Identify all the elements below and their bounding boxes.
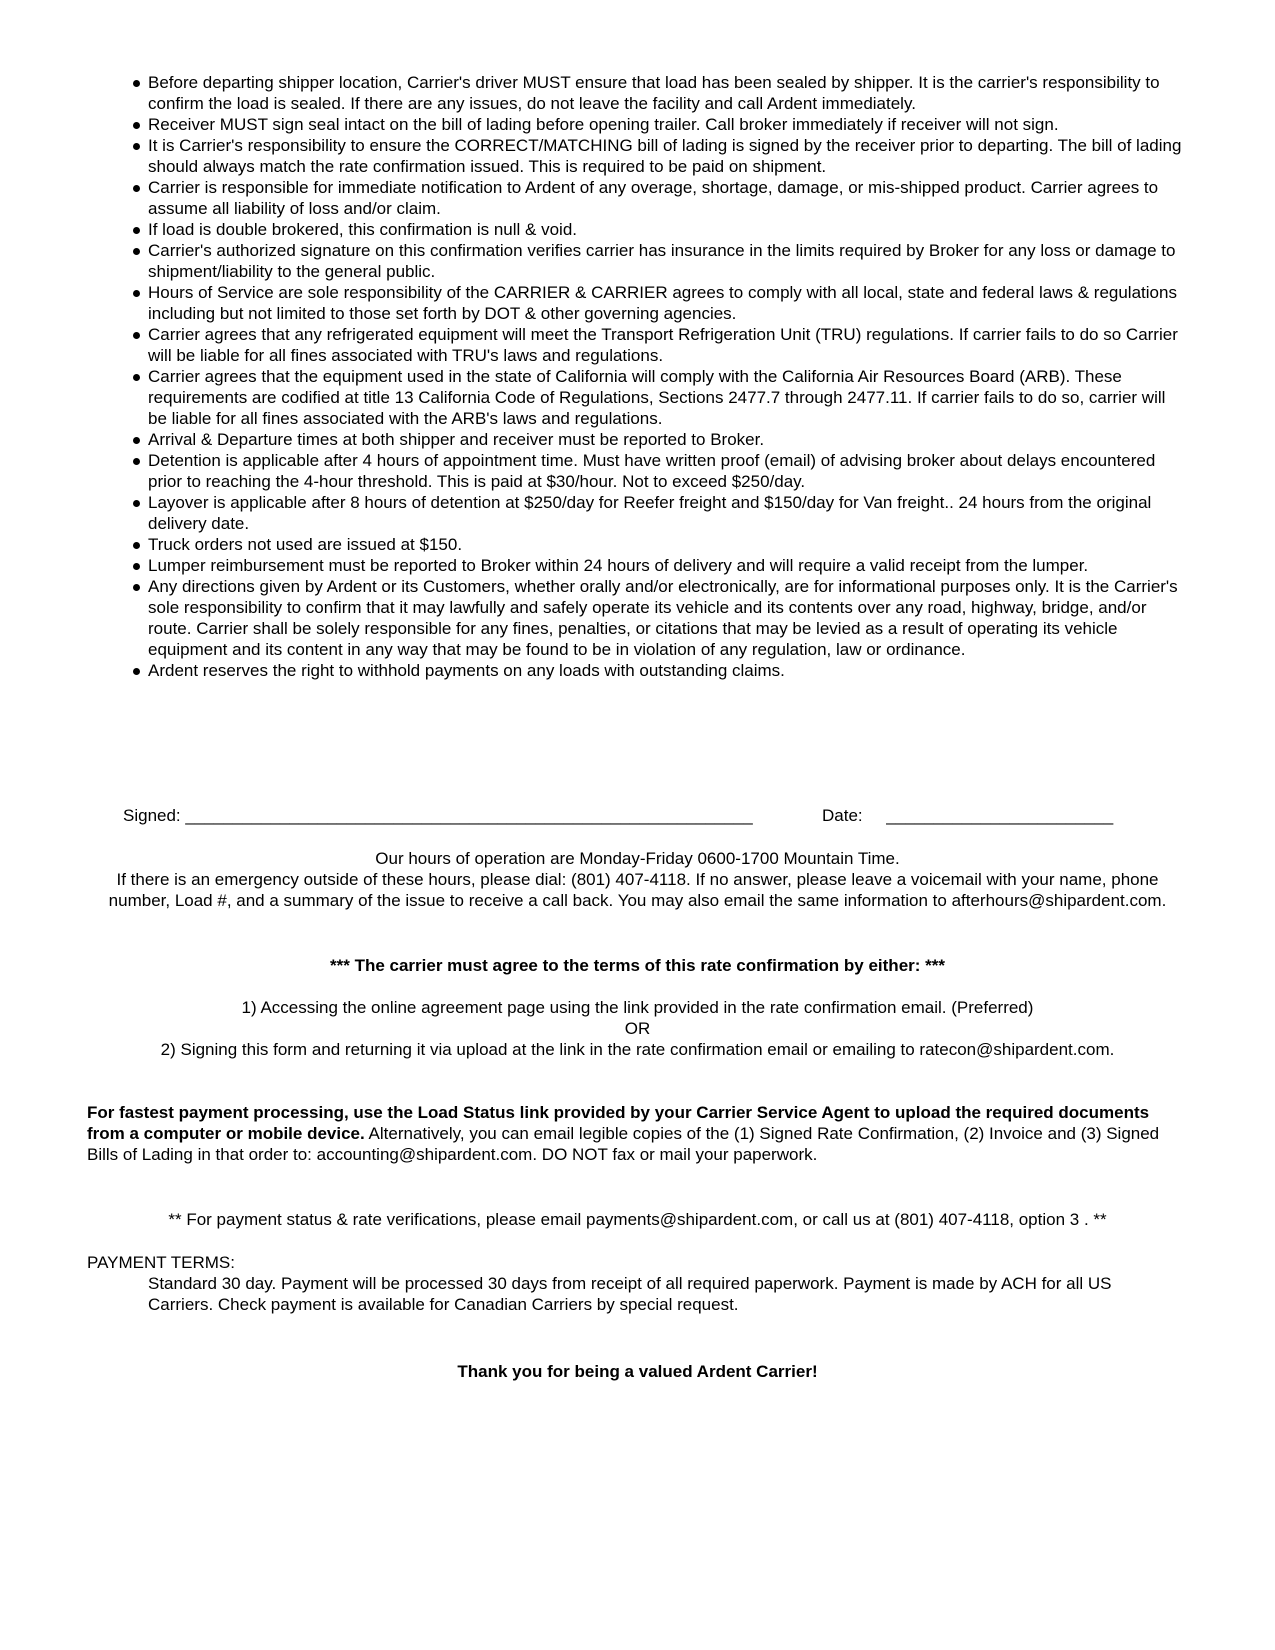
bullet-icon [133, 122, 140, 129]
terms-bullet-list [133, 72, 1188, 681]
terms-bullet-text: Carrier's authorized signature on this confirmation verifies carrier has insurance in the limits required by Broker for any loss or damage to shipment/liability to the general public. [148, 241, 1176, 281]
terms-bullet-text: Truck orders not used are issued at $150. [148, 535, 463, 554]
terms-bullet-text: Hours of Service are sole responsibility of the CARRIER & CARRIER agrees to comply with all local, state and federal laws & regulations including but not limited to those set forth by DOT & other governing agencies. [148, 283, 1177, 323]
agreement-option-1: 1) Accessing the online agreement page using the link provided in the rate confirmation email. (Preferred) [241, 998, 1034, 1017]
hours-line: Our hours of operation are Monday-Friday 0600-1700 Mountain Time. [375, 849, 900, 868]
terms-bullet-text: Arrival & Departure times at both shipper and receiver must be reported to Broker. [148, 430, 765, 449]
terms-bullet [133, 114, 1188, 135]
bullet-icon [133, 542, 140, 549]
terms-bullet [133, 240, 1188, 282]
terms-bullet-text: Ardent reserves the right to withhold payments on any loads with outstanding claims. [148, 661, 785, 680]
terms-bullet [133, 450, 1188, 492]
date-label: Date: [822, 806, 863, 825]
bullet-icon [133, 290, 140, 297]
bullet-icon [133, 80, 140, 87]
terms-bullet-text: Lumper reimbursement must be reported to Broker within 24 hours of delivery and will require a valid receipt from the lumper. [148, 556, 1089, 575]
bullet-icon [133, 227, 140, 234]
terms-bullet-text: Detention is applicable after 4 hours of appointment time. Must have written proof (email) of advising broker about delays encountered prior to reaching the 4-hour threshold. This is paid at $30/hour. Not to exceed $250/day. [148, 451, 1156, 491]
terms-bullet-text: It is Carrier's responsibility to ensure the CORRECT/MATCHING bill of lading is signed by the receiver prior to departing. The bill of lading should always match the rate confirmation issued. This is required to be paid on shipment. [148, 136, 1182, 176]
thank-you-note: Thank you for being a valued Ardent Carrier! [457, 1362, 818, 1381]
bullet-icon [133, 500, 140, 507]
terms-bullet-text: Any directions given by Ardent or its Customers, whether orally and/or electronically, are for informational purposes only. It is the Carrier's sole responsibility to confirm that it may lawfully and safely operate its vehicle and its contents over any road, highway, bridge, and/or route. Carrier shall be solely responsible for any fines, penalties, or citations that may be levied as a result of operating its vehicle equipment and its content in any way that may be found to be in violation of any regulation, law or ordinance. [148, 577, 1178, 659]
terms-bullet [133, 555, 1188, 576]
signature-field[interactable] [123, 805, 753, 826]
terms-bullet [133, 534, 1188, 555]
terms-bullet-text: Before departing shipper location, Carrier's driver MUST ensure that load has been sealed by shipper. It is the carrier's responsibility to confirm the load is sealed. If there are any issues, do not leave the facility and call Ardent immediately. [148, 73, 1160, 113]
bullet-icon [133, 143, 140, 150]
bullet-icon [133, 374, 140, 381]
terms-bullet-text: Carrier agrees that the equipment used in the state of California will comply with the California Air Resources Board (ARB). These requirements are codified at title 13 California Code of Regulations, Sections 2477.7 through 2477.11. If carrier fails to do so, carrier will be liable for all fines associated with the ARB's laws and regulations. [148, 367, 1166, 428]
fastest-payment-paragraph [87, 1102, 1187, 1165]
terms-bullet [133, 219, 1188, 240]
emergency-contact-text: If there is an emergency outside of these hours, please dial: (801) 407-4118. If no answer, please leave a voicemail with your name, phone number, Load #, and a summary of the issue to receive a call back. You may also email the same information to afterhours@shipardent.com. [108, 870, 1167, 910]
agreement-or: OR [624, 1019, 651, 1038]
bullet-icon [133, 668, 140, 675]
bullet-icon [133, 563, 140, 570]
terms-bullet [133, 660, 1188, 681]
date-field[interactable] [822, 805, 1113, 826]
agreement-title: *** The carrier must agree to the terms of this rate confirmation by either: *** [330, 956, 945, 975]
hours-of-operation [100, 848, 1175, 911]
payment-status-note: ** For payment status & rate verifications, please email payments@shipardent.com, or call us at (801) 407-4118, option 3 . ** [168, 1210, 1107, 1229]
bullet-icon [133, 248, 140, 255]
agreement-options [100, 997, 1175, 1060]
agreement-option-2: 2) Signing this form and returning it via upload at the link in the rate confirmation email or emailing to ratecon@shipardent.com. [160, 1040, 1115, 1059]
terms-bullet [133, 135, 1188, 177]
terms-bullet [133, 72, 1188, 114]
fastest-payment-text: Alternatively, you can email legible copies of the (1) Signed Rate Confirmation, (2) Invoice and (3) Signed Bills of Lading in that order to: accounting@shipardent.com. DO NOT fax or mail your paperwork. [87, 1124, 1160, 1164]
bullet-icon [133, 584, 140, 591]
terms-bullet [133, 177, 1188, 219]
terms-bullet [133, 366, 1188, 429]
terms-bullet-text: Receiver MUST sign seal intact on the bill of lading before opening trailer. Call broker immediately if receiver will not sign. [148, 115, 1059, 134]
bullet-icon [133, 185, 140, 192]
signed-label: Signed: [123, 806, 181, 825]
bullet-icon [133, 458, 140, 465]
payment-terms-body: Standard 30 day. Payment will be processed 30 days from receipt of all required paperwork. Payment is made by ACH for all US Carriers. Check payment is available for Canadian Carriers by special request. [148, 1274, 1112, 1314]
terms-bullet-text: Carrier agrees that any refrigerated equipment will meet the Transport Refrigeration Unit (TRU) regulations. If carrier fails to do so Carrier will be liable for all fines associated with TRU's laws and regulations. [148, 325, 1178, 365]
payment-terms-label: PAYMENT TERMS: [87, 1253, 235, 1272]
terms-bullet-text: If load is double brokered, this confirmation is null & void. [148, 220, 578, 239]
terms-bullet [133, 324, 1188, 366]
terms-bullet-text: Layover is applicable after 8 hours of detention at $250/day for Reefer freight and $150/day for Van freight.. 24 hours from the original delivery date. [148, 493, 1152, 533]
terms-bullet [133, 576, 1188, 660]
terms-bullet [133, 492, 1188, 534]
bullet-icon [133, 437, 140, 444]
date-blank[interactable]: ________________________ [886, 806, 1114, 825]
bullet-icon [133, 332, 140, 339]
signature-blank[interactable]: ____________________________________________________________ [185, 806, 753, 825]
fastest-payment-bold: For fastest payment processing, use the Load Status link provided by your Carrier Service Agent to upload the required documents from a computer or mobile device. [87, 1103, 1150, 1143]
terms-bullet-text: Carrier is responsible for immediate notification to Ardent of any overage, shortage, damage, or mis-shipped product. Carrier agrees to assume all liability of loss and/or claim. [148, 178, 1159, 218]
terms-bullet [133, 282, 1188, 324]
terms-bullet [133, 429, 1188, 450]
